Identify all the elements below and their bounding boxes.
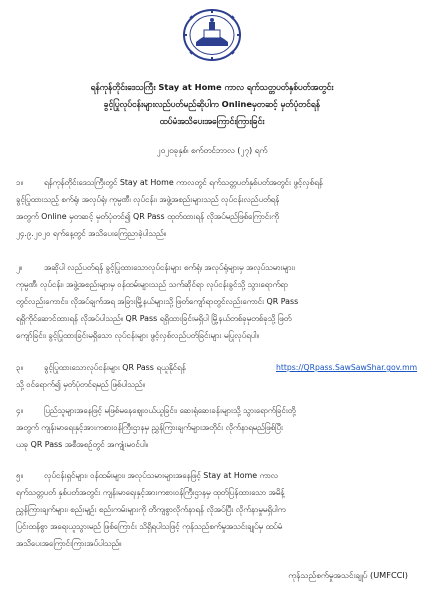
paragraph-line: ပြင်းထန်စွာ အရေးယူသွားမည် ဖြစ်ကြောင်း သိရှိရပါသဖြင့် ကုန်သည်စက်မှုအသင်းချုပ်မှ ထပ်မံ [16, 522, 283, 531]
paragraph-line: အသိပေးအကြောင်းကြားအပ်ပါသည်။ [16, 539, 122, 548]
paragraph-number: ၄။ [16, 406, 23, 415]
paragraph-number: ၅။ [16, 471, 23, 480]
paragraph-line: သို့ ဝင်ရောက်၍ မှတ်ပုံတင်ရမည် ဖြစ်ပါသည်။ [16, 380, 145, 389]
paragraph-number: ၂။ [16, 263, 23, 272]
document-title-line2: ခွင့်ပြုလုပ်ငန်းများလည်ပတ်မည်ဆိုပါက Onlineမှတဆင့် မှတ်ပုံတင်ရန် [103, 99, 321, 109]
document-title-line3: ထပ်မံအသိပေးအကြောင်းကြားခြင်း [159, 116, 265, 126]
document-date: ၂၀၂၀ခုနှစ်၊ စက်တင်ဘာလ (၂၇) ရက် [156, 145, 268, 155]
paragraph-line: ကျော်ခြင်း၊ ခွင့်ပြုထားခြင်းမရှိသော လုပ်ငန်းများ ဖွင့်လှစ်လည်ပတ်ခြင်းများ မပြုလုပ်ရပါ။ [16, 331, 259, 340]
paragraph-number: ၁။ [16, 178, 23, 187]
qr-pass-link[interactable]: https://QRpass.SawSawShar.gov.mm [276, 363, 418, 372]
paragraph-line: ရန်ကုန်တိုင်းဒေသကြီးတွင် Stay at Home ကာလတွင် ရက်သတ္တပတ်နှစ်ပတ်အတွင်း ဖွင့်လှစ်ရန် [44, 178, 323, 187]
signature: ကုန်သည်စက်မှုအသင်းချုပ် (UMFCCI) [288, 570, 408, 580]
paragraph-line: ယခု QR Pass အစီအစဉ်တွင် အကျုံးမဝင်ပါ။ [16, 440, 149, 449]
paragraph-line: အဆိုပါ လည်ပတ်ရန် ခွင့်ပြုထားသောလုပ်ငန်းများ စက်ရုံ၊ အလုပ်ရုံများမှ အလုပ်သမားများ၊ [44, 263, 295, 272]
paragraph-line: ညွှန်ကြားချက်များ၊ စည်းမျဉ်း စည်းကမ်းများကို တိကျစွာလိုက်နာရန် လိုအပ်ပြီး လိုက်နာမှုမရှိပါက [16, 505, 286, 514]
paragraph-line: ကုမ္ပဏီ၊ လုပ်ငန်း၊ အဖွဲ့အစည်းများမှ ဝန်ထမ်းများသည် သက်ဆိုင်ရာ လုပ်ငန်းခွင်သို့ သွားရောက်ရာ [16, 280, 288, 289]
paragraph-number: ၃။ [16, 363, 23, 372]
paragraph-line: ခွင့်ပြုထားသောလုပ်ငန်းများ QR Pass ရယူနိုင်ရန် [44, 363, 186, 372]
paragraph-line: ၂၄.၉.၂၀၂၀ ရက်နေ့တွင် အသိပေးကြေညာခဲ့ပါသည်။ [16, 229, 167, 238]
paragraph-line: တွင်လည်းကောင်း၊ လိုအပ်ချက်အရ အခြားမြို့နယ်များသို့ ဖြတ်ကျော်ရာတွင်လည်းကောင်း QR Pass [16, 297, 299, 306]
paragraph-line: အတွက် Online မှတဆင့် မှတ်ပုံတင်၍ QR Pass ထုတ်ထားရန် လိုအပ်မည်ဖြစ်ကြောင်းကို [16, 212, 279, 221]
paragraph-line: ရရှိကိုင်ဆောင်ထားရန် လိုအပ်ပါသည်။ QR Pass ရရှိထားခြင်းမရှိပါ မြို့နယ်တစ်ခုမှတစ်ခုသို့ ဖြတ် [16, 314, 292, 323]
paragraph-line: ခွင့်ပြုထားသည့် စက်ရုံ၊ အလုပ်ရုံ၊ ကုမ္ပဏီ၊ လုပ်ငန်း၊ အဖွဲ့အစည်းများသည် လုပ်ငန်းလည်ပတ်ရန် [16, 195, 280, 204]
document-title-line1: ရန်ကုန်တိုင်းဒေသကြီး Stay at Home ကာလ ရက်သတ္တပတ်နှစ်ပတ်အတွင်း [90, 82, 334, 92]
paragraph-line: လုပ်ငန်းရှင်များ၊ ဝန်ထမ်းများ၊ အလုပ်သမားများအနေဖြင့် Stay at Home ကာလ [44, 471, 279, 480]
paragraph-line: ရက်သတ္တပတ် နှစ်ပတ်အတွင်း ကျန်းမာရေးနှင့်အားကစားဝန်ကြီးဌာနမှ ထုတ်ပြန်ထားသော အမိန့် [16, 488, 285, 497]
paragraph-line: အတွက် ကျန်းမာရေးနှင့်အားကစားဝန်ကြီးဌာနမှ ညွှန်ကြားချက်များအတိုင်း လိုက်နာရမည်ဖြစ်ပြီး [16, 423, 283, 432]
umfcci-logo-icon [182, 8, 242, 62]
paragraph-line: ပြည်သူများအနေဖြင့် မဖြစ်မနေဈေးဝယ်ယူခြင်း၊ ဆေးရုံဆေးခန်းများသို့ သွားရောက်ခြင်းတို့ [44, 406, 296, 415]
